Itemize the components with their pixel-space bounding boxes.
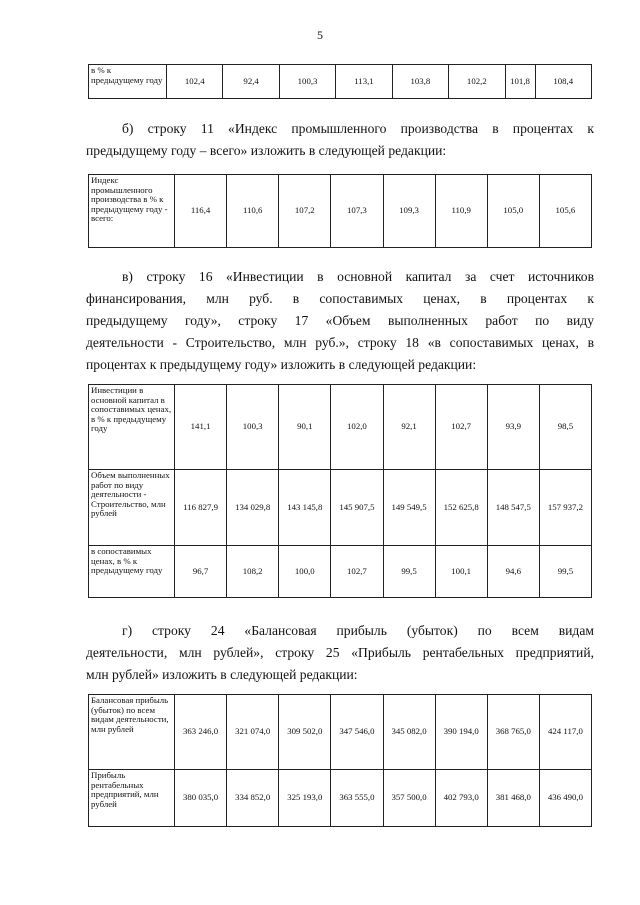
cell: 116 827,9: [175, 470, 227, 546]
cell: 108,4: [535, 65, 591, 99]
table-row: [89, 546, 592, 598]
row-label: Балансовая прибыль (убыток) по всем видам деятельности, млн рублей: [89, 695, 175, 770]
paragraph-line: деятельности, млн рублей», строку 25 «Прибыль рентабельных предприятий,: [86, 645, 594, 660]
cell: 99,5: [539, 546, 591, 598]
table-4: [88, 694, 592, 827]
page-number: 5: [317, 28, 323, 42]
table-row: [89, 175, 592, 248]
cell: 390 194,0: [435, 695, 487, 770]
paragraph-g: [86, 620, 594, 686]
cell: 321 074,0: [227, 695, 279, 770]
paragraph-line: млн рублей» изложить в следующей редакции:: [86, 667, 358, 682]
cell: 102,0: [331, 385, 383, 470]
table-row: [89, 385, 592, 470]
paragraph-line: предыдущему году – всего» изложить в следующей редакции:: [86, 143, 447, 158]
cell: 381 468,0: [487, 770, 539, 827]
paragraph-line: г) строку 24 «Балансовая прибыль (убыток) по всем видам: [122, 623, 594, 638]
cell: 134 029,8: [227, 470, 279, 546]
cell: 363 555,0: [331, 770, 383, 827]
row-label: Инвестиции в основной капитал в сопоставимых ценах, в % к предыдущему году: [89, 385, 175, 470]
cell: 436 490,0: [539, 770, 591, 827]
cell: 109,3: [383, 175, 435, 248]
table-3: [88, 384, 592, 598]
cell: 102,7: [435, 385, 487, 470]
row-label: Прибыль рентабельных предприятий, млн рублей: [89, 770, 175, 827]
cell: 325 193,0: [279, 770, 331, 827]
cell: 94,6: [487, 546, 539, 598]
cell: 99,5: [383, 546, 435, 598]
cell: 357 500,0: [383, 770, 435, 827]
cell: 424 117,0: [539, 695, 591, 770]
cell: 110,9: [435, 175, 487, 248]
paragraph-line: деятельности - Строительство, млн руб.», строку 18 «в сопоставимых ценах, в: [86, 335, 594, 350]
row-label: Индекс промышленного производства в % к предыдущему году - всего:: [89, 175, 175, 248]
cell: 93,9: [487, 385, 539, 470]
cell: 96,7: [175, 546, 227, 598]
paragraph-v: [86, 266, 594, 376]
cell: 309 502,0: [279, 695, 331, 770]
cell: 368 765,0: [487, 695, 539, 770]
cell: 98,5: [539, 385, 591, 470]
cell: 90,1: [279, 385, 331, 470]
cell: 363 246,0: [175, 695, 227, 770]
cell: 347 546,0: [331, 695, 383, 770]
cell: 101,8: [505, 65, 535, 99]
table-row: [89, 770, 592, 827]
cell: 92,1: [383, 385, 435, 470]
cell: 100,1: [435, 546, 487, 598]
table-row: [89, 65, 592, 99]
cell: 100,0: [279, 546, 331, 598]
cell: 141,1: [175, 385, 227, 470]
cell: 152 625,8: [435, 470, 487, 546]
cell: 110,6: [227, 175, 279, 248]
cell: 107,3: [331, 175, 383, 248]
row-label: в сопоставимых ценах, в % к предыдущему году: [89, 546, 175, 598]
cell: 103,8: [392, 65, 448, 99]
paragraph-line: процентах к предыдущему году» изложить в следующей редакции:: [86, 357, 477, 372]
cell: 113,1: [336, 65, 392, 99]
row-label: в % к предыдущему году: [89, 65, 167, 99]
paragraph-line: предыдущему году», строку 17 «Объем выполненных работ по виду: [86, 313, 594, 328]
paragraph-line: финансирования, млн руб. в сопоставимых ценах, в процентах к: [86, 291, 594, 306]
cell: 105,6: [539, 175, 591, 248]
cell: 100,3: [279, 65, 335, 99]
paragraph-line: б) строку 11 «Индекс промышленного производства в процентах к: [122, 121, 594, 136]
cell: 102,7: [331, 546, 383, 598]
paragraph-b: [86, 118, 594, 162]
cell: 402 793,0: [435, 770, 487, 827]
table-1: [88, 64, 592, 99]
cell: 102,4: [167, 65, 223, 99]
cell: 334 852,0: [227, 770, 279, 827]
cell: 143 145,8: [279, 470, 331, 546]
cell: 92,4: [223, 65, 279, 99]
table-row: [89, 470, 592, 546]
cell: 145 907,5: [331, 470, 383, 546]
paragraph-line: в) строку 16 «Инвестиции в основной капитал за счет источников: [122, 269, 594, 284]
cell: 105,0: [487, 175, 539, 248]
cell: 345 082,0: [383, 695, 435, 770]
cell: 148 547,5: [487, 470, 539, 546]
cell: 102,2: [449, 65, 505, 99]
table-row: [89, 695, 592, 770]
cell: 116,4: [175, 175, 227, 248]
cell: 380 035,0: [175, 770, 227, 827]
cell: 108,2: [227, 546, 279, 598]
cell: 157 937,2: [539, 470, 591, 546]
cell: 107,2: [279, 175, 331, 248]
cell: 149 549,5: [383, 470, 435, 546]
cell: 100,3: [227, 385, 279, 470]
row-label: Объем выполненных работ по виду деятельности - Строительство, млн рублей: [89, 470, 175, 546]
table-2: [88, 174, 592, 248]
